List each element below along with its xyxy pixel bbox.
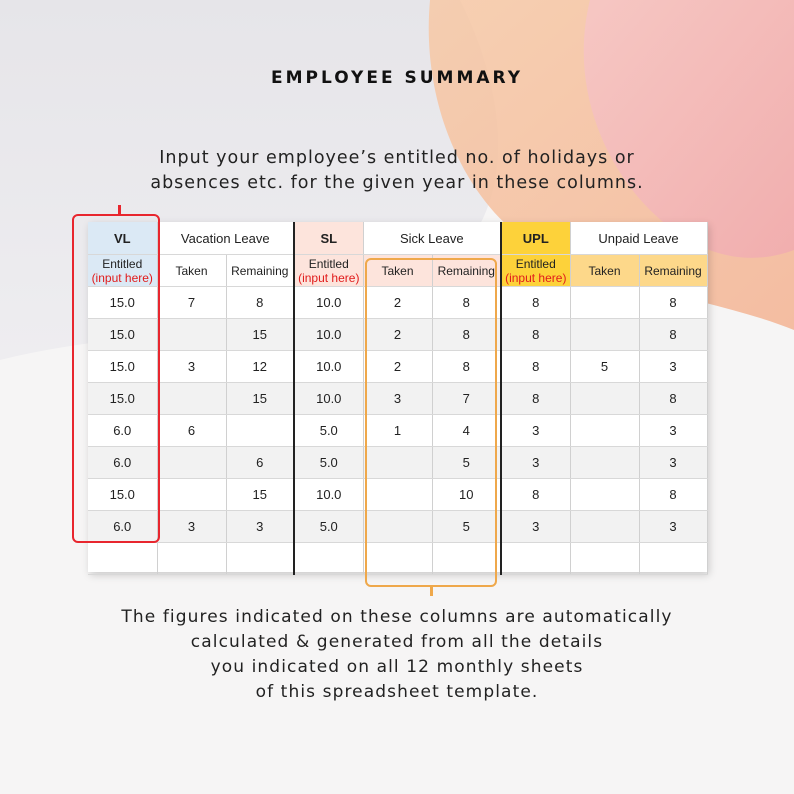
vl-entitled-cell[interactable]: [88, 543, 157, 575]
upl-name-cell: Unpaid Leave: [570, 222, 707, 255]
sl-entitled-cell[interactable]: 5.0: [294, 415, 363, 447]
sl-entitled-cell[interactable]: 10.0: [294, 351, 363, 383]
upl-taken-header: Taken: [570, 255, 639, 287]
calculation-note-line: you indicated on all 12 monthly sheets: [210, 657, 584, 677]
upl-entitled-cell[interactable]: 3: [501, 415, 570, 447]
upl-taken-cell: 5: [570, 351, 639, 383]
upl-remaining-cell: 8: [639, 479, 707, 511]
upl-remaining-cell: 3: [639, 415, 707, 447]
input-instruction-note: [0, 146, 794, 196]
page-title: EMPLOYEE SUMMARY: [270, 68, 524, 88]
upl-entitled-cell[interactable]: 8: [501, 287, 570, 319]
vl-remaining-header: Remaining: [226, 255, 294, 287]
vl-taken-cell: [157, 543, 226, 575]
vl-entitled-cell[interactable]: 15.0: [88, 479, 157, 511]
sl-entitled-cell[interactable]: 10.0: [294, 319, 363, 351]
calculation-note-line: calculated & generated from all the details: [190, 632, 604, 652]
vl-entitled-cell[interactable]: 6.0: [88, 415, 157, 447]
sl-remaining-cell: 8: [432, 351, 501, 383]
vl-taken-cell: [157, 479, 226, 511]
sl-taken-cell: 1: [363, 415, 432, 447]
vl-entitled-cell[interactable]: 15.0: [88, 319, 157, 351]
sl-remaining-cell: 10: [432, 479, 501, 511]
calculation-note-line: The figures indicated on these columns are automatically: [121, 607, 673, 627]
entitled-label: Entitled: [515, 256, 556, 271]
upl-entitled-cell[interactable]: 3: [501, 511, 570, 543]
sl-remaining-header: Remaining: [432, 255, 501, 287]
upl-entitled-cell[interactable]: 8: [501, 383, 570, 415]
vl-taken-cell: 3: [157, 511, 226, 543]
vl-remaining-cell: 15: [226, 383, 294, 415]
input-here-label: (input here): [298, 270, 360, 285]
vl-taken-cell: [157, 319, 226, 351]
upl-taken-cell: [570, 415, 639, 447]
input-instruction-line: Input your employee’s entitled no. of holidays or: [159, 148, 635, 168]
calculated-callout-pointer: [430, 586, 433, 596]
sl-entitled-cell[interactable]: 5.0: [294, 511, 363, 543]
vl-taken-cell: [157, 383, 226, 415]
sl-remaining-cell: 8: [432, 319, 501, 351]
input-instruction-line: absences etc. for the given year in these columns.: [150, 173, 644, 193]
vl-remaining-cell: 15: [226, 319, 294, 351]
sl-taken-cell: 2: [363, 351, 432, 383]
sl-entitled-cell[interactable]: 10.0: [294, 479, 363, 511]
sl-abbr-cell: SL: [294, 222, 363, 255]
sl-entitled-cell[interactable]: 10.0: [294, 383, 363, 415]
upl-remaining-cell: 8: [639, 287, 707, 319]
calculation-note: [0, 605, 794, 705]
sl-remaining-cell: 4: [432, 415, 501, 447]
upl-entitled-cell[interactable]: 8: [501, 319, 570, 351]
vl-remaining-cell: 3: [226, 511, 294, 543]
vl-remaining-cell: 15: [226, 479, 294, 511]
calculation-note-line: of this spreadsheet template.: [255, 682, 539, 702]
upl-entitled-cell[interactable]: 8: [501, 351, 570, 383]
sl-remaining-cell: 5: [432, 447, 501, 479]
entitled-column-highlight: [72, 214, 160, 543]
upl-taken-cell: [570, 543, 639, 575]
upl-taken-cell: [570, 511, 639, 543]
vl-taken-header: Taken: [157, 255, 226, 287]
upl-taken-cell: [570, 383, 639, 415]
input-here-label: (input here): [505, 270, 567, 285]
calculated-columns-highlight: [365, 258, 497, 587]
vl-entitled-cell[interactable]: 15.0: [88, 287, 157, 319]
upl-remaining-cell: 8: [639, 383, 707, 415]
input-here-label: (input here): [91, 270, 153, 285]
upl-remaining-cell: 3: [639, 447, 707, 479]
upl-abbr-cell: UPL: [501, 222, 570, 255]
upl-remaining-cell: 8: [639, 319, 707, 351]
upl-remaining-cell: 3: [639, 511, 707, 543]
upl-taken-cell: [570, 479, 639, 511]
vl-entitled-cell[interactable]: 15.0: [88, 383, 157, 415]
entitled-label: Entitled: [102, 256, 143, 271]
sl-entitled-cell[interactable]: 10.0: [294, 287, 363, 319]
sl-remaining-cell: 5: [432, 511, 501, 543]
upl-entitled-cell[interactable]: 8: [501, 479, 570, 511]
group-header-row: [88, 222, 707, 255]
vl-remaining-cell: 6: [226, 447, 294, 479]
upl-remaining-cell: 3: [639, 351, 707, 383]
vl-taken-cell: 7: [157, 287, 226, 319]
upl-remaining-cell: [639, 543, 707, 575]
vl-remaining-cell: [226, 415, 294, 447]
sl-name-cell: Sick Leave: [363, 222, 501, 255]
vl-taken-cell: [157, 447, 226, 479]
vl-remaining-cell: 12: [226, 351, 294, 383]
sl-taken-cell: 2: [363, 287, 432, 319]
sl-taken-cell: 3: [363, 383, 432, 415]
upl-entitled-header: [501, 255, 570, 287]
upl-remaining-header: Remaining: [639, 255, 707, 287]
sl-remaining-cell: 7: [432, 383, 501, 415]
vl-entitled-cell[interactable]: 15.0: [88, 351, 157, 383]
vl-taken-cell: 3: [157, 351, 226, 383]
vl-abbr-cell: VL: [88, 222, 157, 255]
vl-entitled-cell[interactable]: 6.0: [88, 447, 157, 479]
vl-remaining-cell: [226, 543, 294, 575]
sl-taken-cell: 2: [363, 319, 432, 351]
vl-remaining-cell: 8: [226, 287, 294, 319]
sl-taken-header: Taken: [363, 255, 432, 287]
upl-taken-cell: [570, 319, 639, 351]
sl-remaining-cell: 8: [432, 287, 501, 319]
sl-entitled-cell[interactable]: [294, 543, 363, 575]
sl-entitled-cell[interactable]: 5.0: [294, 447, 363, 479]
upl-entitled-cell[interactable]: [501, 543, 570, 575]
vl-entitled-cell[interactable]: 6.0: [88, 511, 157, 543]
vl-taken-cell: 6: [157, 415, 226, 447]
upl-taken-cell: [570, 287, 639, 319]
entitled-label: Entitled: [308, 256, 349, 271]
upl-taken-cell: [570, 447, 639, 479]
vl-name-cell: Vacation Leave: [157, 222, 294, 255]
sl-entitled-header: [294, 255, 363, 287]
upl-entitled-cell[interactable]: 3: [501, 447, 570, 479]
